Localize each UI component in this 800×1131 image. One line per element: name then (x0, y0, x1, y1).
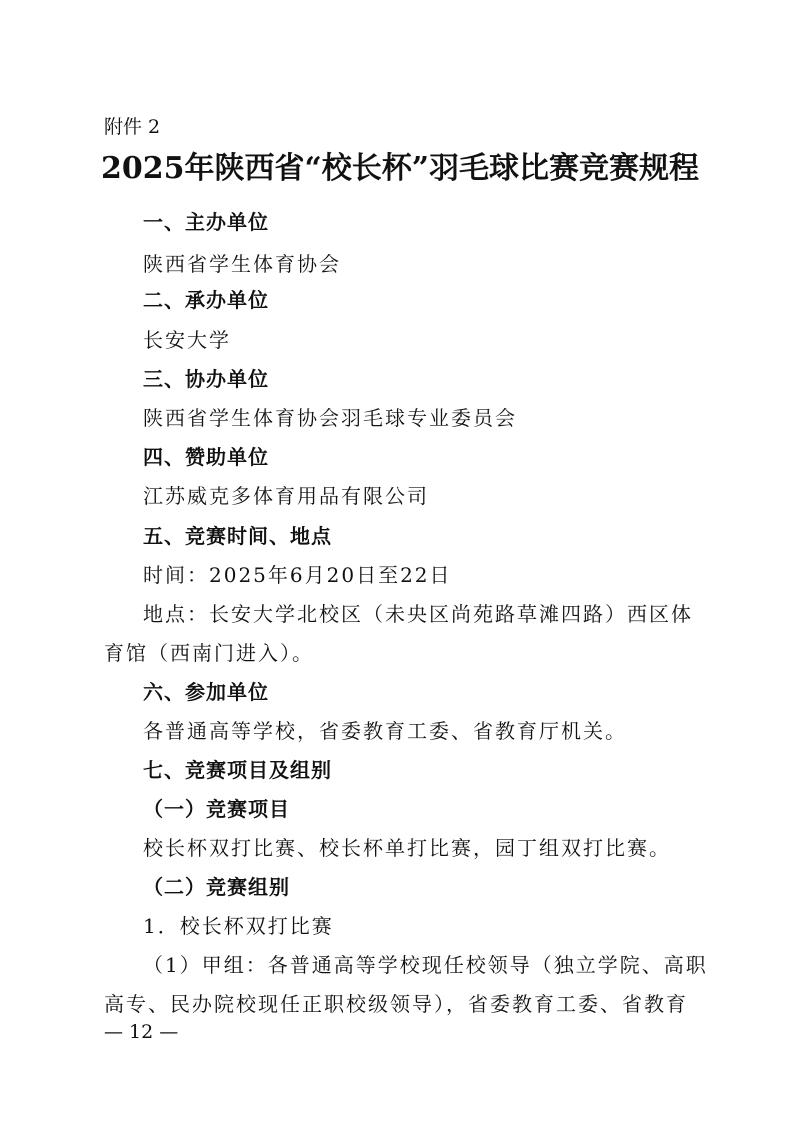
section-heading-organizer: 一、主办单位 (143, 210, 269, 234)
section-heading-events: 七、竞赛项目及组别 (143, 758, 332, 782)
group-a-description-cont: 高专、民办院校现任正职校级领导），省委教育工委、省教育 (104, 992, 688, 1016)
subsection-heading-events: （一）竞赛项目 (143, 797, 290, 821)
section-text-sponsor: 江苏威克多体育用品有限公司 (143, 484, 429, 508)
subsection-heading-groups: （二）竞赛组别 (143, 875, 290, 899)
section-text-organizer: 陕西省学生体育协会 (143, 252, 341, 276)
section-text-co-organizer: 陕西省学生体育协会羽毛球专业委员会 (143, 406, 517, 430)
section-text-time: 时间：2025年6月20日至22日 (143, 563, 452, 587)
section-heading-co-organizer: 三、协办单位 (143, 367, 269, 391)
section-heading-time-place: 五、竞赛时间、地点 (143, 524, 332, 548)
document-title: 2025年陕西省“校长杯”羽毛球比赛竞赛规程 (100, 151, 699, 186)
section-text-place-cont: 育馆（西南门进入）。 (104, 641, 314, 665)
section-text-place: 地点：长安大学北校区（未央区尚苑路草滩四路）西区体 (143, 602, 693, 626)
subsection-text-events: 校长杯双打比赛、校长杯单打比赛，园丁组双打比赛。 (143, 836, 671, 860)
section-text-host: 长安大学 (143, 328, 231, 352)
section-text-participants: 各普通高等学校，省委教育工委、省教育厅机关。 (143, 719, 627, 743)
attachment-label: 附件 2 (104, 116, 161, 138)
section-heading-sponsor: 四、赞助单位 (143, 445, 269, 469)
list-item-principal-doubles: 1．校长杯双打比赛 (143, 914, 334, 938)
section-heading-participants: 六、参加单位 (143, 680, 269, 704)
group-a-description: （1）甲组：各普通高等学校现任校领导（独立学院、高职 (143, 953, 708, 977)
section-heading-host: 二、承办单位 (143, 288, 269, 312)
page-number: — 12 — (104, 1021, 179, 1043)
